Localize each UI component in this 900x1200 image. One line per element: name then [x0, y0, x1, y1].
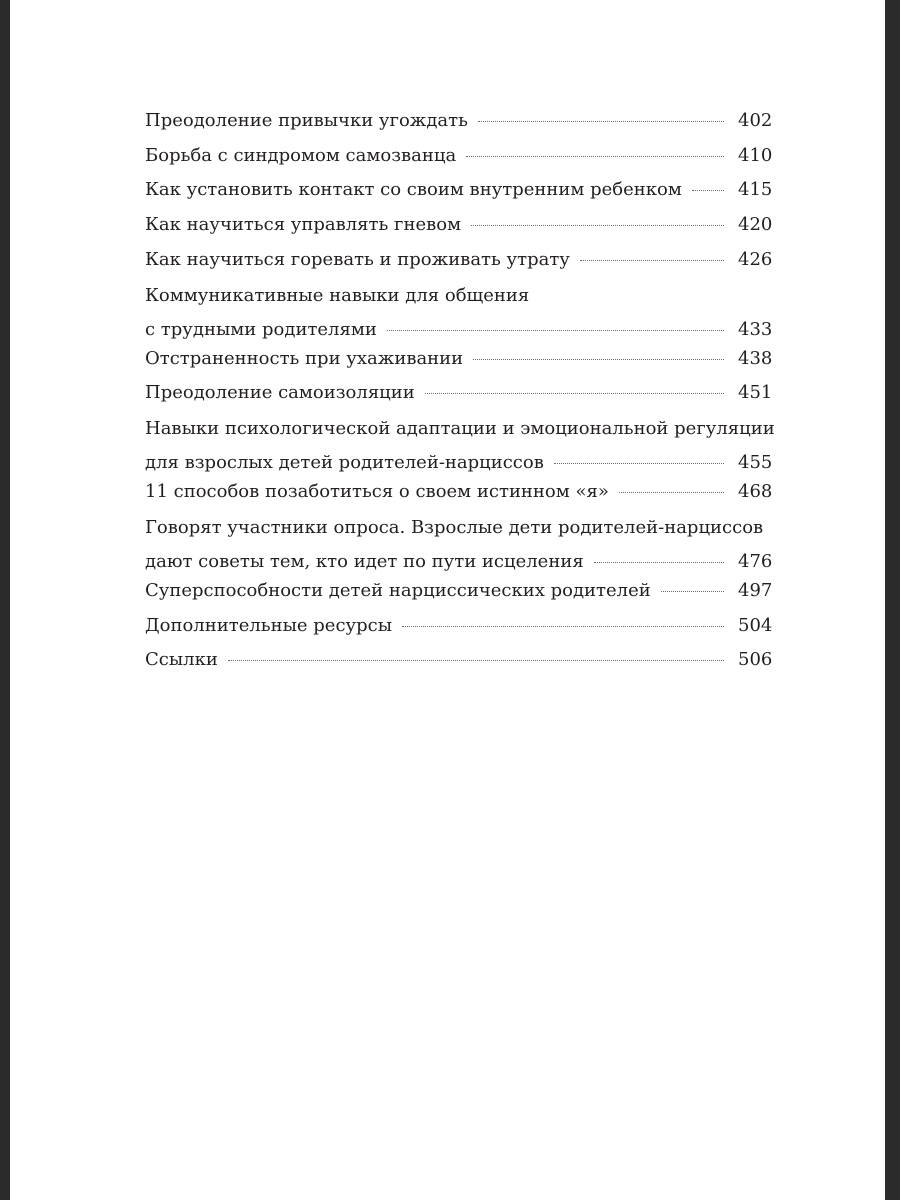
toc-page-number: 504	[738, 615, 773, 636]
toc-entry	[145, 279, 773, 347]
dot-leader	[478, 119, 724, 122]
dot-leader	[661, 589, 724, 592]
toc-entry-title: Говорят участники опроса. Взрослые дети родителей-нарциссов	[145, 517, 764, 538]
toc-page-number: 451	[738, 382, 773, 403]
toc-entry	[145, 342, 773, 376]
toc-entry	[145, 208, 773, 242]
toc-entry	[145, 475, 773, 509]
dot-leader	[387, 328, 724, 331]
toc-entry-title: Навыки психологической адаптации и эмоциональной регуляции	[145, 418, 775, 439]
dot-leader	[425, 391, 724, 394]
toc-entry-title-continuation: для взрослых детей родителей-нарциссов	[145, 452, 544, 473]
toc-entry	[145, 412, 775, 480]
toc-entry-title-continuation: дают советы тем, кто идет по пути исцеления	[145, 551, 584, 572]
toc-page-number: 468	[738, 481, 773, 502]
dot-leader	[228, 658, 724, 661]
toc-entry-title: Как научиться управлять гневом	[145, 214, 462, 235]
toc-entry	[145, 376, 773, 410]
dot-leader	[594, 560, 724, 563]
toc-page-number: 497	[738, 580, 773, 601]
toc-entry-title: Преодоление привычки угождать	[145, 110, 468, 131]
toc-entry	[145, 139, 773, 173]
toc-page-number: 433	[738, 319, 773, 340]
toc-entry	[145, 104, 773, 138]
dot-leader	[466, 154, 724, 157]
toc-entry-title: Ссылки	[145, 649, 218, 670]
toc-entry	[145, 173, 773, 207]
toc-entry	[145, 643, 773, 677]
toc-entry	[145, 243, 773, 277]
document-page	[10, 0, 885, 1200]
toc-page-number: 410	[738, 145, 773, 166]
toc-page-number: 438	[738, 348, 773, 369]
toc-entry-title: Как установить контакт со своим внутренним ребенком	[145, 179, 682, 200]
dot-leader	[692, 188, 724, 191]
toc-entry-title: Борьба с синдромом самозванца	[145, 145, 457, 166]
dot-leader	[619, 490, 724, 493]
toc-page-number: 402	[738, 110, 773, 131]
toc-entry	[145, 511, 773, 579]
toc-page-number: 506	[738, 649, 773, 670]
toc-page-number: 455	[738, 452, 773, 473]
toc-entry-title: Коммуникативные навыки для общения	[145, 285, 530, 306]
dot-leader	[473, 357, 724, 360]
toc-page-number: 415	[738, 179, 773, 200]
toc-page-number: 476	[738, 551, 773, 572]
toc-entry-title: Отстраненность при ухаживании	[145, 348, 464, 369]
toc-page-number: 426	[738, 249, 773, 270]
toc-entry-title: Суперспособности детей нарциссических родителей	[145, 580, 651, 601]
toc-entry	[145, 574, 773, 608]
scan-border-right	[885, 0, 900, 1200]
toc-entry-title: 11 способов позаботиться о своем истинном «я»	[145, 481, 609, 502]
toc-entry-title: Как научиться горевать и проживать утрату	[145, 249, 570, 270]
dot-leader	[471, 223, 724, 226]
toc-entry-title: Дополнительные ресурсы	[145, 615, 393, 636]
toc-entry	[145, 609, 773, 643]
dot-leader	[580, 258, 724, 261]
toc-page-number: 420	[738, 214, 773, 235]
dot-leader	[554, 461, 724, 464]
dot-leader	[402, 624, 724, 627]
toc-entry-title-continuation: с трудными родителями	[145, 319, 377, 340]
scan-border-left	[0, 0, 10, 1200]
toc-entry-title: Преодоление самоизоляции	[145, 382, 415, 403]
